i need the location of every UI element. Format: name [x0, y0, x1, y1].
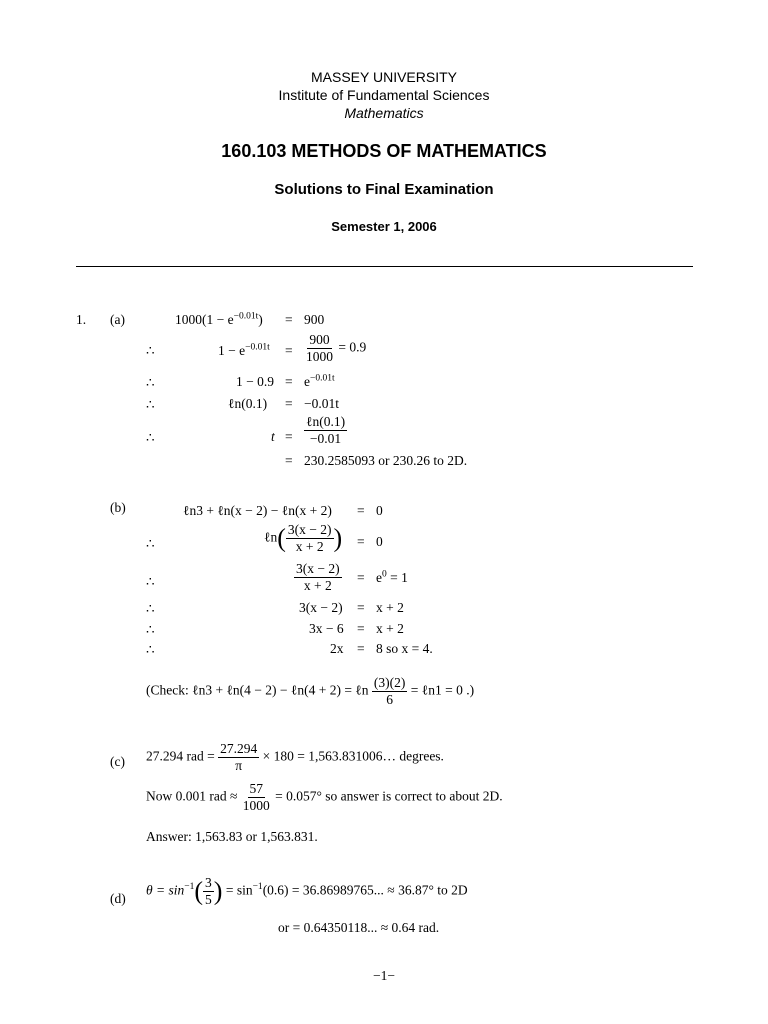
- a-line1-eq: =: [285, 312, 293, 327]
- b-line1-lhs: ℓn3 + ℓn(x − 2) − ℓn(x + 2): [183, 503, 332, 518]
- therefore-symbol: ∴: [146, 536, 155, 551]
- b-line4-rhs: x + 2: [376, 600, 404, 615]
- b-check: (Check: ℓn3 + ℓn(4 − 2) − ℓn(4 + 2) = ℓn $\frac{(3)(2)}{6}$ = ℓn1 = 0 .): [146, 675, 475, 707]
- c-line1: 27.294 rad = $\frac{27.294}{\pi}$ × 180 = 1,563.831006… degrees.: [146, 741, 444, 773]
- b-line3-eq: =: [357, 570, 365, 585]
- a-line6-rhs: 230.2585093 or 230.26 to 2D.: [304, 453, 468, 468]
- part-d-label: (d): [110, 891, 126, 906]
- b-line6-rhs: 8 so x = 4.: [376, 641, 433, 656]
- institute-name: Institute of Fundamental Sciences: [278, 87, 490, 103]
- a-line1-rhs: 900: [304, 312, 325, 327]
- b-line3-lhs: $\frac{3(x - 2)}{x + 2}$: [296, 561, 340, 593]
- therefore-symbol: ∴: [146, 622, 155, 637]
- therefore-symbol: ∴: [146, 601, 155, 616]
- d-line1: $\theta = \sin^{-1}$( $\frac{3}{5}$ ) = $\sin^{-1}(0.6) = 36.86989765$... ≈ 36.87° to 2D: [146, 875, 468, 907]
- a-line4-eq: =: [285, 396, 293, 411]
- b-line5-rhs: x + 2: [376, 621, 404, 636]
- a-line3-eq: =: [285, 374, 293, 389]
- a-line6-eq: =: [285, 453, 293, 468]
- a-line2-rhs: $\frac{900}{1000}$ = 0.9: [306, 332, 367, 364]
- a-line5-rhs: $\frac{\text{ℓn(0.1)}}{-0.01}$: [306, 414, 346, 446]
- b-line2-eq: =: [357, 534, 365, 549]
- b-line4-lhs: 3(x − 2): [299, 600, 343, 615]
- a-line4-rhs: −0.01t: [304, 396, 339, 411]
- page-number: −1−: [373, 968, 395, 983]
- therefore-symbol: ∴: [146, 397, 155, 412]
- university-name: MASSEY UNIVERSITY: [310, 69, 457, 85]
- department-name: Mathematics: [344, 105, 424, 121]
- b-line6-eq: =: [357, 641, 365, 656]
- d-line2: or = 0.64350118... ≈ 0.64 rad.: [278, 920, 440, 935]
- header-divider: [76, 266, 693, 267]
- b-line2-lhs: ℓn( $\frac{3(x - 2)}{x + 2}$ ): [264, 522, 343, 554]
- c-line2: Now 0.001 rad ≈ $\frac{57}{1000}$ = 0.057° so answer is correct to about 2D.: [146, 781, 503, 813]
- a-line5-eq: =: [285, 429, 293, 444]
- document-subtitle: Solutions to Final Examination: [274, 181, 494, 198]
- a-line3-rhs: $e^{-0.01t}$: [304, 373, 335, 389]
- b-line1-eq: =: [357, 503, 365, 518]
- a-line5-lhs: t: [271, 429, 275, 444]
- part-b-label: (b): [110, 500, 126, 515]
- a-line2-eq: =: [285, 343, 293, 358]
- part-c-label: (c): [110, 754, 125, 769]
- a-line4-lhs: ℓn(0.1): [228, 396, 268, 411]
- b-line4-eq: =: [357, 600, 365, 615]
- b-line5-lhs: 3x − 6: [309, 621, 344, 636]
- b-line5-eq: =: [357, 621, 365, 636]
- a-line2-lhs: $1 - e^{-0.01t}$: [218, 342, 270, 358]
- semester-label: Semester 1, 2006: [331, 219, 437, 234]
- b-line1-rhs: 0: [376, 503, 383, 518]
- question-number: 1.: [76, 312, 87, 327]
- therefore-symbol: ∴: [146, 574, 155, 589]
- therefore-symbol: ∴: [146, 375, 155, 390]
- therefore-symbol: ∴: [146, 642, 155, 657]
- course-title: 160.103 METHODS OF MATHEMATICS: [221, 141, 547, 161]
- b-line2-rhs: 0: [376, 534, 383, 549]
- therefore-symbol: ∴: [146, 430, 155, 445]
- a-line3-lhs: 1 − 0.9: [236, 374, 274, 389]
- b-line3-rhs: $e^0 = 1$: [376, 569, 408, 585]
- part-a-label: (a): [110, 312, 125, 327]
- b-line6-lhs: 2x: [330, 641, 344, 656]
- c-answer: Answer: 1,563.83 or 1,563.831.: [146, 829, 318, 844]
- a-line1-lhs: $1000(1 - e^{-0.01t})$: [175, 311, 263, 327]
- therefore-symbol: ∴: [146, 343, 155, 358]
